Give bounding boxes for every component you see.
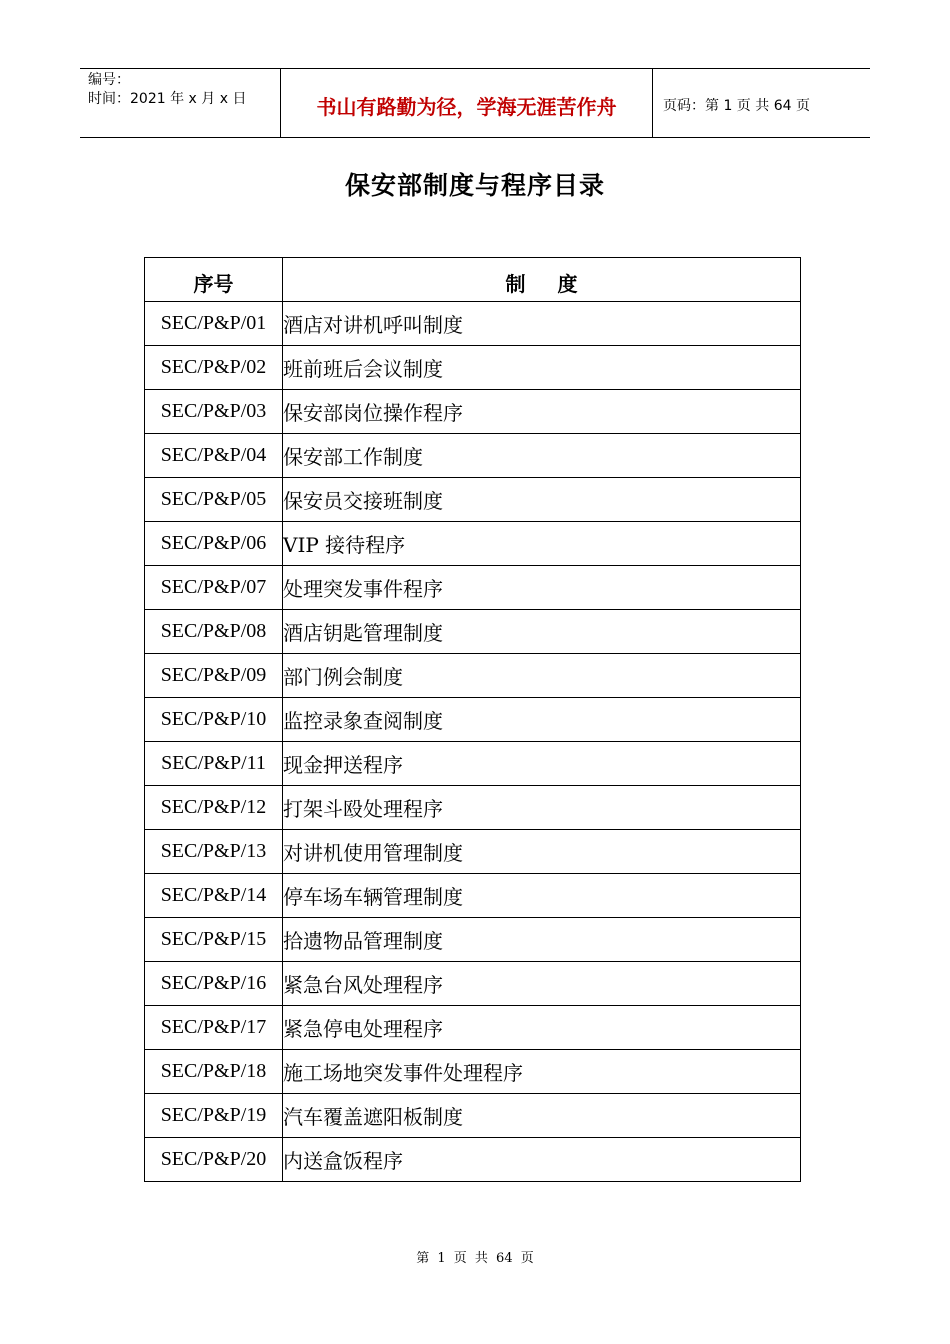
row-code: SEC/P&P/14 <box>145 874 283 918</box>
table-row <box>145 610 801 654</box>
table-row <box>145 830 801 874</box>
table-row <box>145 1094 801 1138</box>
row-name: 酒店钥匙管理制度 <box>283 610 801 654</box>
table-row <box>145 522 801 566</box>
column-header-number: 序号 <box>145 258 283 302</box>
row-code: SEC/P&P/08 <box>145 610 283 654</box>
table-row <box>145 918 801 962</box>
table-row <box>145 874 801 918</box>
row-code: SEC/P&P/10 <box>145 698 283 742</box>
page-footer: 第 1 页 共 64 页 <box>416 1251 534 1266</box>
row-name: 保安部工作制度 <box>283 434 801 478</box>
row-code: SEC/P&P/04 <box>145 434 283 478</box>
table-row <box>145 654 801 698</box>
row-name: 汽车覆盖遮阳板制度 <box>283 1094 801 1138</box>
row-code: SEC/P&P/19 <box>145 1094 283 1138</box>
row-code: SEC/P&P/02 <box>145 346 283 390</box>
table-row <box>145 478 801 522</box>
column-header-name-part-b: 度 <box>557 272 578 296</box>
row-code: SEC/P&P/12 <box>145 786 283 830</box>
table-row <box>145 302 801 346</box>
table-row <box>145 786 801 830</box>
row-name: 内送盒饭程序 <box>283 1138 801 1182</box>
table-row <box>145 390 801 434</box>
table-row <box>145 1138 801 1182</box>
row-name: 酒店对讲机呼叫制度 <box>283 302 801 346</box>
row-code: SEC/P&P/09 <box>145 654 283 698</box>
toc-body <box>145 302 801 1182</box>
row-code: SEC/P&P/03 <box>145 390 283 434</box>
row-code: SEC/P&P/18 <box>145 1050 283 1094</box>
row-code: SEC/P&P/15 <box>145 918 283 962</box>
row-code: SEC/P&P/11 <box>145 742 283 786</box>
row-name: 拾遗物品管理制度 <box>283 918 801 962</box>
row-code: SEC/P&P/06 <box>145 522 283 566</box>
row-code: SEC/P&P/17 <box>145 1006 283 1050</box>
row-name: VIP 接待程序 <box>283 522 801 566</box>
table-row <box>145 1050 801 1094</box>
row-code: SEC/P&P/13 <box>145 830 283 874</box>
row-code: SEC/P&P/05 <box>145 478 283 522</box>
table-row <box>145 566 801 610</box>
table-row <box>145 1006 801 1050</box>
row-name: 对讲机使用管理制度 <box>283 830 801 874</box>
row-code: SEC/P&P/07 <box>145 566 283 610</box>
row-name: 紧急台风处理程序 <box>283 962 801 1006</box>
row-name: 监控录象查阅制度 <box>283 698 801 742</box>
row-name: 停车场车辆管理制度 <box>283 874 801 918</box>
row-name: 施工场地突发事件处理程序 <box>283 1050 801 1094</box>
number-label: 编号： <box>88 72 130 88</box>
table-row <box>145 346 801 390</box>
header-meta <box>80 69 281 137</box>
table-row <box>145 962 801 1006</box>
row-name: 保安部岗位操作程序 <box>283 390 801 434</box>
row-name: 紧急停电处理程序 <box>283 1006 801 1050</box>
page-header <box>80 68 870 138</box>
table-row <box>145 742 801 786</box>
row-name: 部门例会制度 <box>283 654 801 698</box>
page-title: 保安部制度与程序目录 <box>344 171 605 200</box>
row-code: SEC/P&P/20 <box>145 1138 283 1182</box>
row-name: 现金押送程序 <box>283 742 801 786</box>
column-header-name <box>283 258 801 302</box>
row-name: 处理突发事件程序 <box>283 566 801 610</box>
row-name: 打架斗殴处理程序 <box>283 786 801 830</box>
row-code: SEC/P&P/16 <box>145 962 283 1006</box>
row-name: 保安员交接班制度 <box>283 478 801 522</box>
table-row <box>145 434 801 478</box>
table-header-row <box>145 258 801 302</box>
time-label: 时间：2021 年 x 月 x 日 <box>88 91 247 107</box>
table-row <box>145 698 801 742</box>
row-code: SEC/P&P/01 <box>145 302 283 346</box>
row-name: 班前班后会议制度 <box>283 346 801 390</box>
header-motto: 书山有路勤为径，学海无涯苦作舟 <box>281 69 653 137</box>
column-header-name-part-a: 制 <box>505 272 526 296</box>
header-page-info: 页码：第 1 页 共 64 页 <box>663 98 810 114</box>
toc-table <box>144 257 801 1182</box>
